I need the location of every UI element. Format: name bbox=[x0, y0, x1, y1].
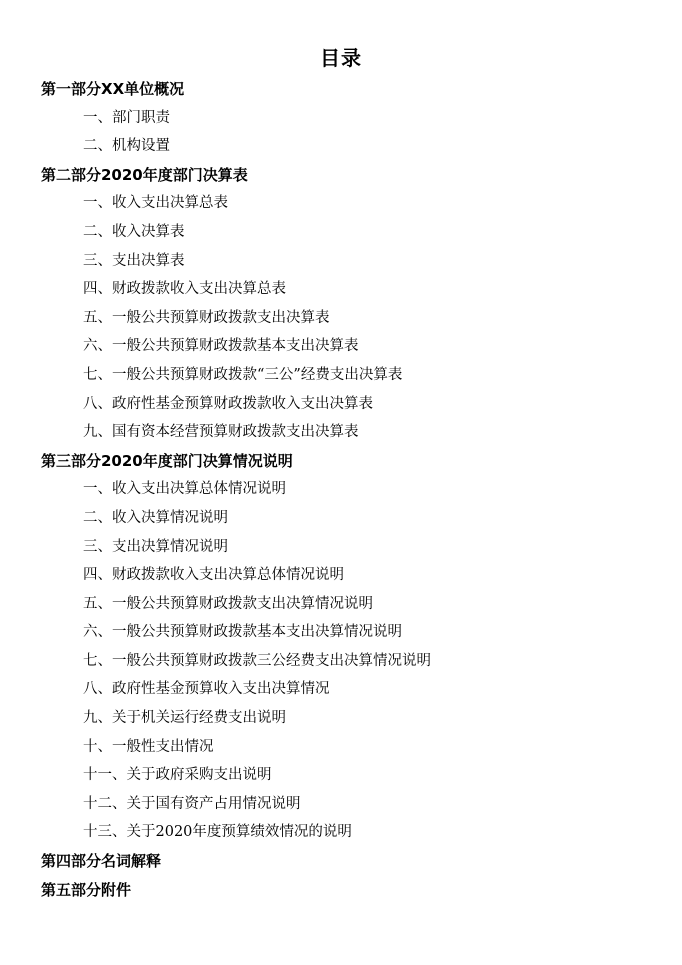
toc-item: 八、政府性基金预算收入支出决算情况 bbox=[83, 681, 330, 698]
toc-item: 十三、关于2020年度预算绩效情况的说明 bbox=[83, 824, 352, 841]
toc-item: 二、机构设置 bbox=[83, 138, 170, 155]
toc-item: 六、一般公共预算财政拨款基本支出决算表 bbox=[83, 338, 359, 355]
toc-item: 六、一般公共预算财政拨款基本支出决算情况说明 bbox=[83, 624, 402, 641]
toc-item: 五、一般公共预算财政拨款支出决算表 bbox=[83, 309, 330, 326]
toc-item: 一、收入支出决算总表 bbox=[83, 195, 228, 212]
toc-item: 四、财政拨款收入支出决算总表 bbox=[83, 281, 286, 298]
toc-item: 九、关于机关运行经费支出说明 bbox=[83, 710, 286, 727]
toc-item: 二、收入决算表 bbox=[83, 223, 185, 240]
toc-item: 八、政府性基金预算财政拨款收入支出决算表 bbox=[83, 395, 373, 412]
toc-item: 七、一般公共预算财政拨款三公经费支出决算情况说明 bbox=[83, 652, 431, 669]
toc-item: 三、支出决算情况说明 bbox=[83, 538, 228, 555]
document-title: 目录 bbox=[320, 46, 362, 70]
toc-part-heading: 第五部分附件 bbox=[41, 880, 132, 899]
toc-part-heading: 第二部分2020年度部门决算表 bbox=[41, 165, 248, 184]
toc-item: 九、国有资本经营预算财政拨款支出决算表 bbox=[83, 424, 359, 441]
toc-item: 四、财政拨款收入支出决算总体情况说明 bbox=[83, 567, 344, 584]
toc-item: 三、支出决算表 bbox=[83, 252, 185, 269]
toc-part-heading: 第一部分XX单位概况 bbox=[41, 80, 185, 98]
toc-part-heading: 第三部分2020年度部门决算情况说明 bbox=[41, 451, 293, 470]
toc-part-heading: 第四部分名词解释 bbox=[41, 852, 162, 871]
table-of-contents bbox=[0, 75, 682, 904]
toc-item: 十一、关于政府采购支出说明 bbox=[83, 767, 272, 784]
toc-item: 五、一般公共预算财政拨款支出决算情况说明 bbox=[83, 595, 373, 612]
toc-item: 七、一般公共预算财政拨款“三公”经费支出决算表 bbox=[83, 366, 403, 383]
toc-item: 一、收入支出决算总体情况说明 bbox=[83, 481, 286, 498]
toc-item: 一、部门职责 bbox=[83, 109, 170, 126]
toc-item: 二、收入决算情况说明 bbox=[83, 509, 228, 526]
toc-item: 十、一般性支出情况 bbox=[83, 738, 214, 755]
toc-item: 十二、关于国有资产占用情况说明 bbox=[83, 795, 301, 812]
